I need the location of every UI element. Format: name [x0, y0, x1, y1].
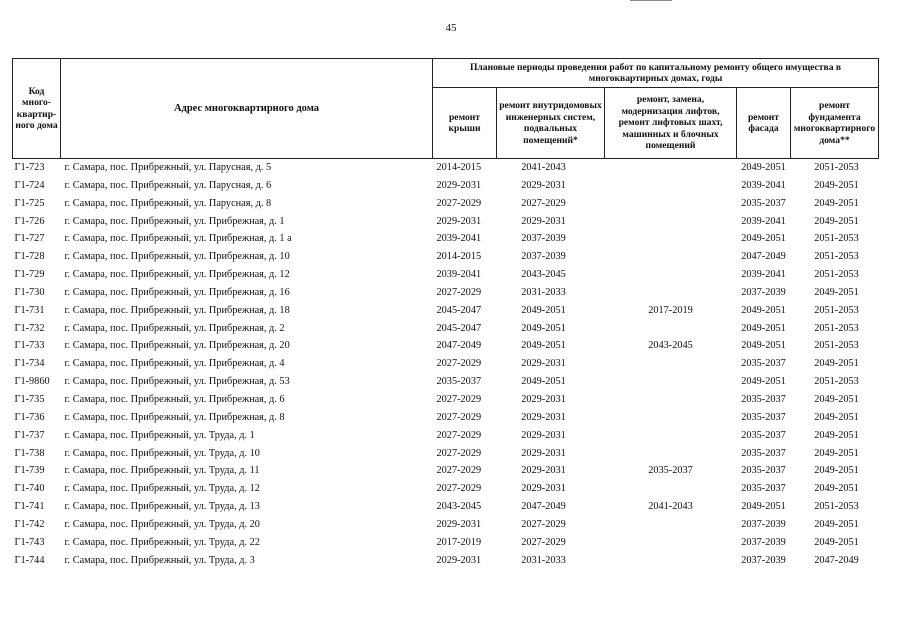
cell-roof: 2035-2037	[436, 376, 482, 388]
table-row	[13, 213, 879, 231]
cell-foundation: 2051-2053	[814, 233, 859, 245]
cell-systems: 2029-2031	[521, 179, 566, 191]
cell-roof: 2027-2029	[436, 411, 482, 423]
cell-code: Г1-736	[14, 411, 45, 423]
cell-address: г. Самара, пос. Прибрежный, ул. Прибрежная, д. 8	[64, 411, 285, 423]
table-row	[13, 552, 879, 570]
cell-foundation: 2049-2051	[814, 465, 859, 477]
header-periods: Плановые периоды проведения работ по капитальному ремонту общего имущества в многоквартирных домах, годы	[433, 59, 879, 88]
cell-address: г. Самара, пос. Прибрежный, ул. Прибрежная, д. 6	[64, 393, 285, 405]
cell-address: г. Самара, пос. Прибрежный, ул. Парусная, д. 6	[64, 179, 272, 191]
cell-facade: 2049-2051	[741, 376, 786, 388]
table-row	[13, 177, 879, 195]
table-row	[13, 230, 879, 248]
cell-address: г. Самара, пос. Прибрежный, ул. Прибрежная, д. 20	[64, 340, 290, 352]
cell-roof: 2045-2047	[436, 304, 482, 316]
cell-lifts	[605, 552, 737, 570]
cell-address: г. Самара, пос. Прибрежный, ул. Прибрежная, д. 1	[64, 215, 285, 227]
cell-foundation: 2049-2051	[814, 197, 859, 209]
cell-systems: 2029-2031	[521, 215, 566, 227]
cell-foundation: 2049-2051	[814, 447, 859, 459]
cell-lifts	[605, 355, 737, 373]
table-row	[13, 480, 879, 498]
cell-facade: 2049-2051	[741, 340, 786, 352]
cell-address: г. Самара, пос. Прибрежный, ул. Труда, д. 22	[64, 536, 260, 548]
cell-systems: 2037-2039	[521, 233, 566, 245]
cell-address: г. Самара, пос. Прибрежный, ул. Труда, д. 13	[64, 501, 260, 513]
cell-code: Г1-728	[14, 251, 45, 263]
capital-repair-schedule-table	[12, 58, 879, 569]
cell-roof: 2043-2045	[436, 501, 482, 513]
cell-roof: 2027-2029	[436, 447, 482, 459]
cell-foundation: 2051-2053	[814, 376, 859, 388]
table-row	[13, 302, 879, 320]
cell-facade: 2035-2037	[741, 429, 786, 441]
cell-systems: 2029-2031	[521, 465, 566, 477]
cell-systems: 2027-2029	[521, 536, 566, 548]
cell-systems: 2029-2031	[521, 483, 566, 495]
cell-roof: 2027-2029	[436, 286, 482, 298]
cell-facade: 2037-2039	[741, 518, 786, 530]
cell-facade: 2035-2037	[741, 197, 786, 209]
cell-systems: 2029-2031	[521, 411, 566, 423]
cell-facade: 2049-2051	[741, 501, 786, 513]
cell-systems: 2031-2033	[521, 286, 566, 298]
cell-foundation: 2051-2053	[814, 251, 859, 263]
cell-foundation: 2051-2053	[814, 269, 859, 281]
cell-lifts	[605, 427, 737, 445]
table-row	[13, 409, 879, 427]
cell-facade: 2049-2051	[741, 304, 786, 316]
cell-facade: 2035-2037	[741, 393, 786, 405]
header-code: Код много-квартир-ного дома	[13, 59, 61, 159]
cell-roof: 2027-2029	[436, 465, 482, 477]
cell-address: г. Самара, пос. Прибрежный, ул. Прибрежная, д. 16	[64, 286, 290, 298]
cell-systems: 2027-2029	[521, 197, 566, 209]
cell-code: Г1-740	[14, 483, 45, 495]
cell-foundation: 2049-2051	[814, 393, 859, 405]
cell-address: г. Самара, пос. Прибрежный, ул. Прибрежная, д. 10	[64, 251, 290, 263]
cell-lifts	[605, 284, 737, 302]
cell-systems: 2049-2051	[521, 304, 566, 316]
cell-address: г. Самара, пос. Прибрежный, ул. Парусная, д. 8	[64, 197, 272, 209]
cell-address: г. Самара, пос. Прибрежный, ул. Парусная, д. 5	[64, 162, 272, 173]
cell-roof: 2014-2015	[436, 162, 482, 173]
table-body	[13, 159, 879, 570]
cell-lifts	[605, 516, 737, 534]
cell-facade: 2037-2039	[741, 536, 786, 548]
cell-lifts: 2041-2043	[648, 501, 693, 513]
cell-roof: 2027-2029	[436, 429, 482, 441]
cell-systems: 2049-2051	[521, 340, 566, 352]
table-row	[13, 391, 879, 409]
cell-roof: 2017-2019	[436, 536, 482, 548]
cell-code: Г1-9860	[14, 376, 50, 388]
cell-lifts	[605, 230, 737, 248]
table-row	[13, 195, 879, 213]
cell-foundation: 2047-2049	[814, 554, 859, 566]
cell-code: Г1-735	[14, 393, 45, 405]
header-lifts: ремонт, замена, модернизация лифтов, ремонт лифтовых шахт, машинных и блочных помещений	[605, 88, 737, 159]
table-row	[13, 355, 879, 373]
cell-facade: 2039-2041	[741, 179, 786, 191]
cell-facade: 2049-2051	[741, 162, 786, 173]
cell-address: г. Самара, пос. Прибрежный, ул. Труда, д. 3	[64, 554, 255, 566]
cell-foundation: 2051-2053	[814, 340, 859, 352]
page-number: 45	[445, 22, 457, 34]
table-row	[13, 373, 879, 391]
cell-systems: 2029-2031	[521, 358, 566, 370]
cell-code: Г1-739	[14, 465, 45, 477]
cell-roof: 2029-2031	[436, 179, 482, 191]
cell-code: Г1-725	[14, 197, 45, 209]
table-row	[13, 320, 879, 338]
cell-code: Г1-742	[14, 518, 45, 530]
cell-address: г. Самара, пос. Прибрежный, ул. Труда, д. 1	[64, 429, 255, 441]
table-row	[13, 427, 879, 445]
cell-code: Г1-724	[14, 179, 45, 191]
cell-facade: 2035-2037	[741, 465, 786, 477]
table-row	[13, 534, 879, 552]
cell-systems: 2027-2029	[521, 518, 566, 530]
header-systems: ремонт внутридомовых инженерных систем, подвальных помещений*	[497, 88, 605, 159]
cell-facade: 2049-2051	[741, 233, 786, 245]
cell-lifts	[605, 159, 737, 177]
cell-facade: 2035-2037	[741, 447, 786, 459]
cell-roof: 2039-2041	[436, 233, 482, 245]
cell-foundation: 2051-2053	[814, 322, 859, 334]
cell-lifts: 2035-2037	[648, 465, 693, 477]
cell-code: Г1-729	[14, 269, 45, 281]
cell-lifts: 2043-2045	[648, 340, 693, 352]
cell-roof: 2014-2015	[436, 251, 482, 263]
cell-facade: 2035-2037	[741, 411, 786, 423]
cell-code: Г1-731	[14, 304, 45, 316]
cell-systems: 2029-2031	[521, 447, 566, 459]
cell-roof: 2047-2049	[436, 340, 482, 352]
cell-lifts	[605, 445, 737, 463]
table-row	[13, 266, 879, 284]
cell-code: Г1-723	[14, 162, 45, 173]
cell-code: Г1-738	[14, 447, 45, 459]
cell-facade: 2035-2037	[741, 358, 786, 370]
cell-systems: 2049-2051	[521, 322, 566, 334]
cell-systems: 2029-2031	[521, 393, 566, 405]
cell-code: Г1-741	[14, 501, 45, 513]
cell-facade: 2037-2039	[741, 286, 786, 298]
cell-lifts	[605, 480, 737, 498]
cell-lifts	[605, 248, 737, 266]
cell-lifts	[605, 320, 737, 338]
cell-foundation: 2049-2051	[814, 483, 859, 495]
cell-code: Г1-732	[14, 322, 45, 334]
cell-systems: 2049-2051	[521, 376, 566, 388]
cell-foundation: 2049-2051	[814, 179, 859, 191]
cell-address: г. Самара, пос. Прибрежный, ул. Прибрежная, д. 53	[64, 376, 290, 388]
cell-address: г. Самара, пос. Прибрежный, ул. Труда, д. 20	[64, 518, 260, 530]
header-foundation: ремонт фундамента многоквартирного дома**	[791, 88, 879, 159]
table-row	[13, 445, 879, 463]
cell-roof: 2039-2041	[436, 269, 482, 281]
cell-systems: 2029-2031	[521, 429, 566, 441]
cell-systems: 2037-2039	[521, 251, 566, 263]
cell-systems: 2043-2045	[521, 269, 566, 281]
scan-mark	[630, 0, 672, 1]
cell-address: г. Самара, пос. Прибрежный, ул. Труда, д. 10	[64, 447, 260, 459]
cell-lifts	[605, 266, 737, 284]
cell-code: Г1-733	[14, 340, 45, 352]
cell-roof: 2027-2029	[436, 483, 482, 495]
cell-lifts	[605, 391, 737, 409]
cell-facade: 2035-2037	[741, 483, 786, 495]
cell-systems: 2041-2043	[521, 162, 566, 173]
cell-foundation: 2051-2053	[814, 501, 859, 513]
cell-code: Г1-743	[14, 536, 45, 548]
cell-address: г. Самара, пос. Прибрежный, ул. Труда, д. 11	[64, 465, 260, 477]
table-row	[13, 516, 879, 534]
cell-roof: 2029-2031	[436, 554, 482, 566]
table-row	[13, 159, 879, 177]
cell-lifts	[605, 534, 737, 552]
cell-lifts	[605, 213, 737, 231]
header-roof: ремонт крыши	[433, 88, 497, 159]
cell-lifts	[605, 409, 737, 427]
cell-lifts	[605, 373, 737, 391]
table-row	[13, 498, 879, 516]
cell-code: Г1-730	[14, 286, 45, 298]
table-row	[13, 248, 879, 266]
cell-address: г. Самара, пос. Прибрежный, ул. Прибрежная, д. 4	[64, 358, 285, 370]
cell-facade: 2039-2041	[741, 215, 786, 227]
cell-address: г. Самара, пос. Прибрежный, ул. Прибрежная, д. 1 а	[64, 233, 292, 245]
cell-address: г. Самара, пос. Прибрежный, ул. Прибрежная, д. 18	[64, 304, 290, 316]
cell-roof: 2027-2029	[436, 393, 482, 405]
cell-lifts	[605, 177, 737, 195]
cell-facade: 2039-2041	[741, 269, 786, 281]
cell-code: Г1-737	[14, 429, 45, 441]
cell-address: г. Самара, пос. Прибрежный, ул. Труда, д. 12	[64, 483, 260, 495]
cell-roof: 2045-2047	[436, 322, 482, 334]
cell-foundation: 2049-2051	[814, 411, 859, 423]
cell-code: Г1-734	[14, 358, 45, 370]
header-address: Адрес многоквартирного дома	[61, 59, 433, 159]
cell-foundation: 2049-2051	[814, 215, 859, 227]
cell-code: Г1-727	[14, 233, 45, 245]
cell-foundation: 2049-2051	[814, 518, 859, 530]
cell-foundation: 2051-2053	[814, 162, 859, 173]
cell-roof: 2029-2031	[436, 518, 482, 530]
cell-facade: 2037-2039	[741, 554, 786, 566]
cell-code: Г1-744	[14, 554, 45, 566]
cell-roof: 2027-2029	[436, 197, 482, 209]
cell-foundation: 2049-2051	[814, 429, 859, 441]
cell-systems: 2031-2033	[521, 554, 566, 566]
table-row	[13, 284, 879, 302]
cell-roof: 2029-2031	[436, 215, 482, 227]
cell-foundation: 2051-2053	[814, 304, 859, 316]
table-row	[13, 337, 879, 355]
cell-foundation: 2049-2051	[814, 358, 859, 370]
table-row	[13, 462, 879, 480]
cell-foundation: 2049-2051	[814, 286, 859, 298]
cell-address: г. Самара, пос. Прибрежный, ул. Прибрежная, д. 12	[64, 269, 290, 281]
cell-lifts	[605, 195, 737, 213]
cell-systems: 2047-2049	[521, 501, 566, 513]
cell-facade: 2047-2049	[741, 251, 786, 263]
cell-address: г. Самара, пос. Прибрежный, ул. Прибрежная, д. 2	[64, 322, 285, 334]
cell-code: Г1-726	[14, 215, 45, 227]
cell-facade: 2049-2051	[741, 322, 786, 334]
header-facade: ремонт фасада	[737, 88, 791, 159]
cell-foundation: 2049-2051	[814, 536, 859, 548]
cell-lifts: 2017-2019	[648, 304, 693, 316]
cell-roof: 2027-2029	[436, 358, 482, 370]
